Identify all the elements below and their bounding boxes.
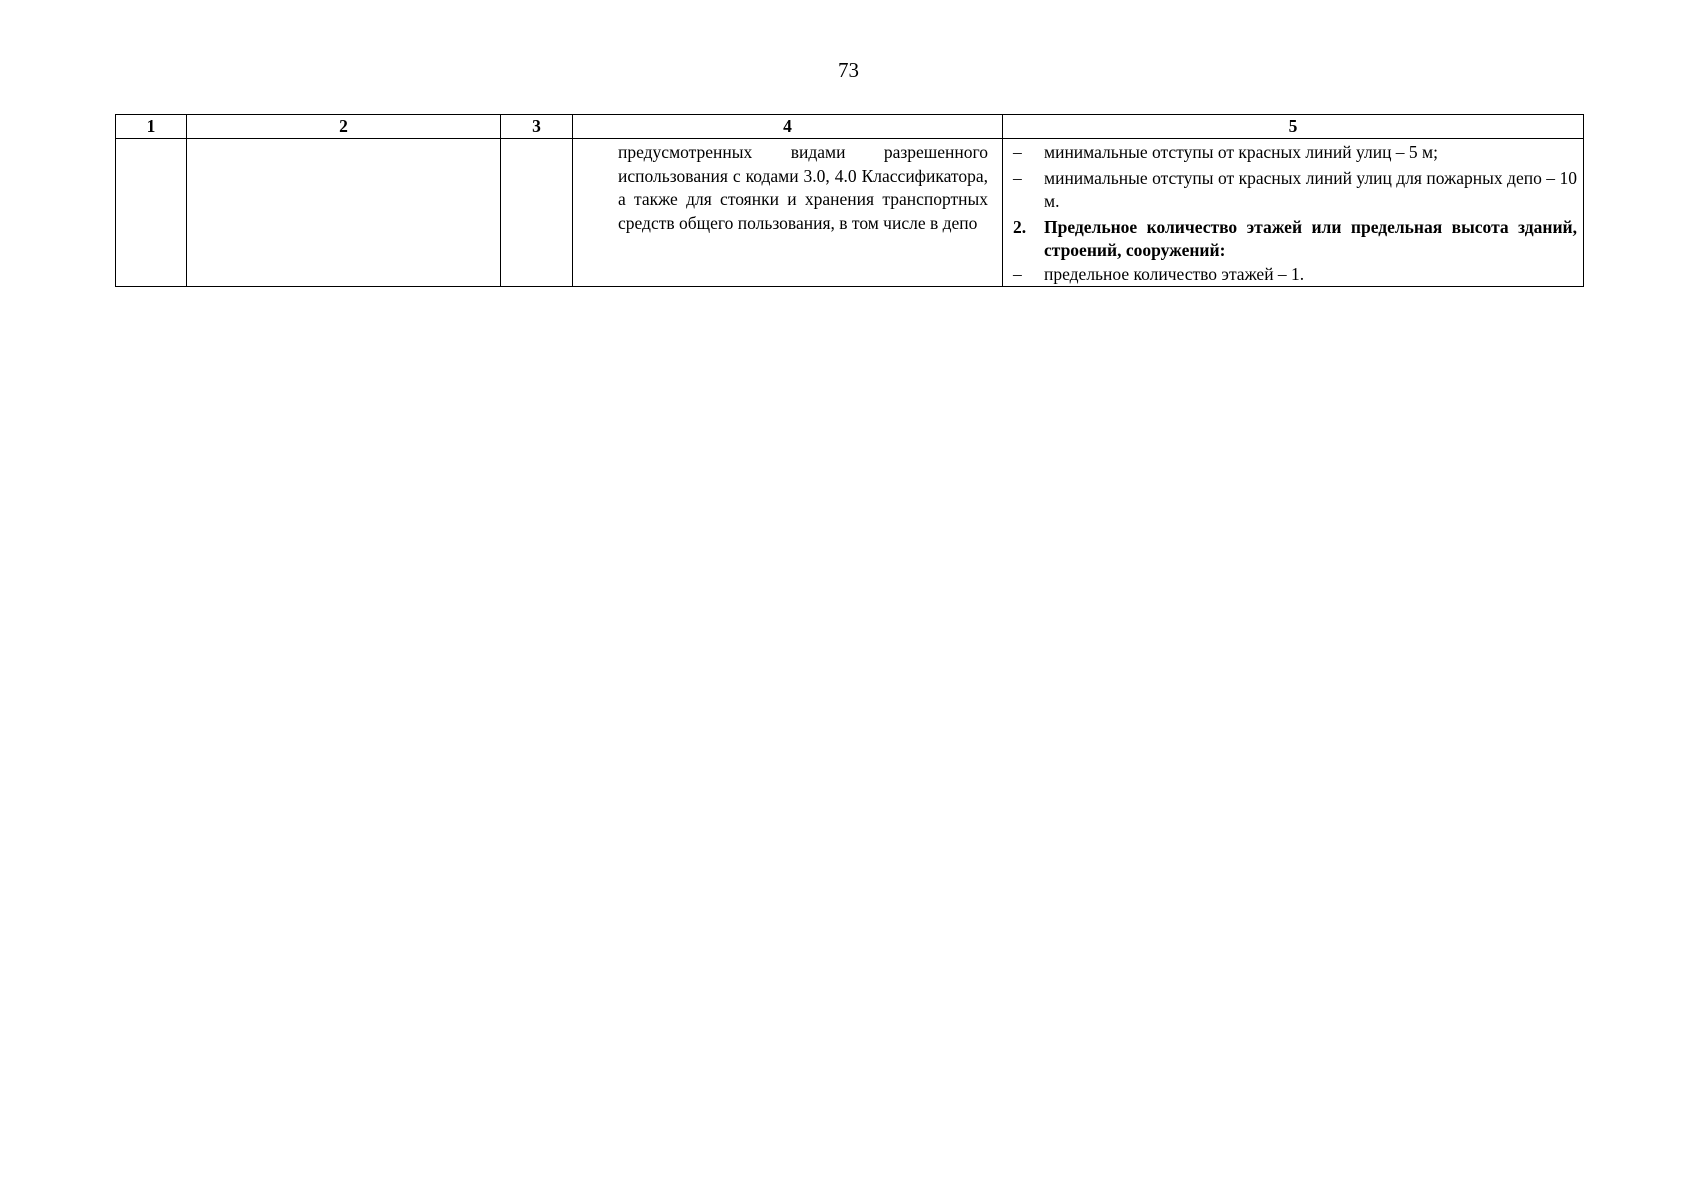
- list-number: 2.: [1013, 216, 1027, 237]
- list-item-heading: [1011, 216, 1577, 263]
- column-header: 1: [116, 115, 187, 139]
- list-item: [1011, 167, 1577, 214]
- table-row: [116, 139, 1584, 287]
- column-header: 3: [501, 115, 573, 139]
- column-header: 5: [1003, 115, 1584, 139]
- column-header: 4: [573, 115, 1003, 139]
- page-number: 73: [838, 58, 859, 82]
- list-marker: –: [1013, 167, 1022, 188]
- list-marker: –: [1013, 263, 1022, 284]
- list-item: [1011, 141, 1577, 165]
- cell-col2: [187, 139, 501, 287]
- cell-col1: [116, 139, 187, 287]
- column-header: 2: [187, 115, 501, 139]
- list-marker: –: [1013, 142, 1022, 162]
- parameters-list: [1011, 141, 1577, 286]
- cell-col3: [501, 139, 573, 287]
- table-header-row: [116, 115, 1584, 139]
- cell-col4: [573, 139, 1003, 287]
- permitted-use-text: предусмотренных видами разрешенного использования с кодами 3.0, 4.0 Классификатора, а также для стоянки и хранения транспортных средств общего пользования, в том числе в депо: [618, 142, 988, 233]
- list-item-text: минимальные отступы от красных линий улиц – 5 м;: [1044, 142, 1438, 162]
- list-item-text: предельное количество этажей – 1.: [1044, 263, 1305, 284]
- list-item-text: минимальные отступы от красных линий улиц для пожарных депо – 10 м.: [1044, 167, 1577, 211]
- cell-col5: [1003, 139, 1584, 287]
- regulations-table: [115, 114, 1584, 287]
- list-item: [1011, 263, 1577, 287]
- list-heading-text: Предельное количество этажей или предельная высота зданий, строений, сооружений:: [1044, 216, 1577, 260]
